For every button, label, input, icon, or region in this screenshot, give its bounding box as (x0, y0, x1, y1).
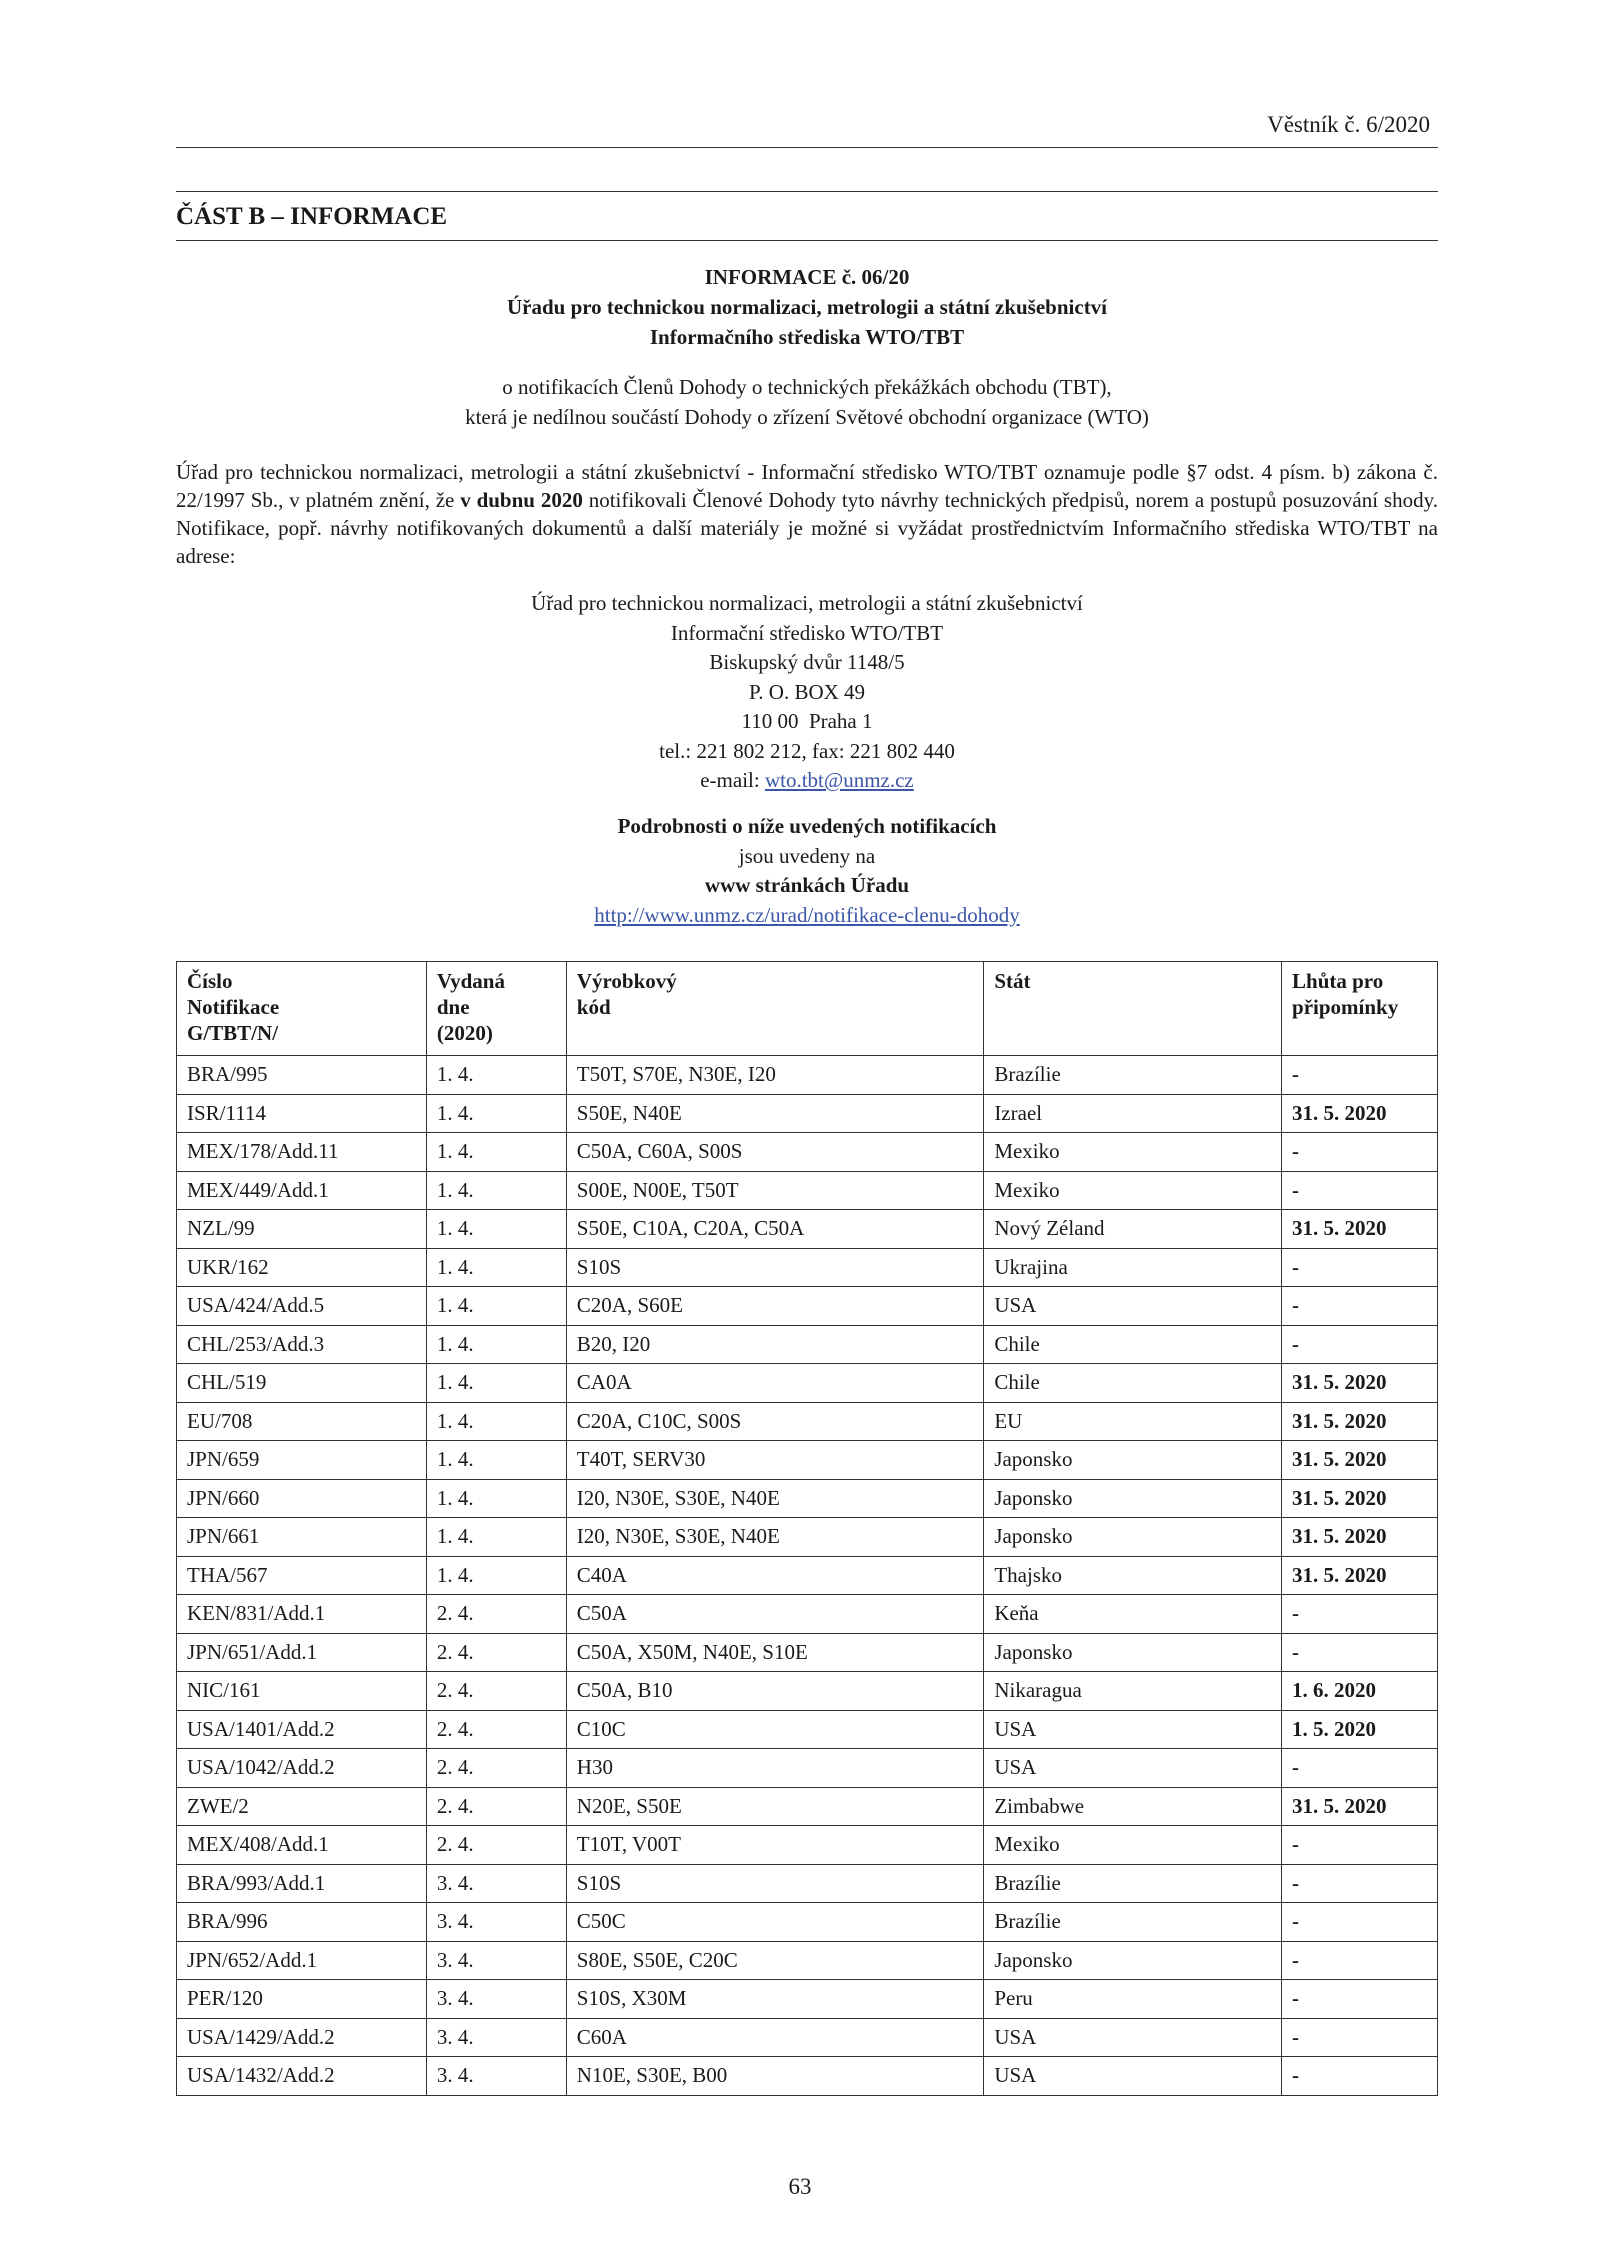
cell-product-code: S50E, C10A, C20A, C50A (566, 1210, 984, 1249)
cell-comment-deadline: - (1282, 1171, 1438, 1210)
table-row (177, 1210, 1438, 1249)
cell-product-code: N20E, S50E (566, 1787, 984, 1826)
column-header-line: dne (436, 995, 470, 1019)
cell-notification-number: BRA/993/Add.1 (177, 1864, 427, 1903)
cell-product-code: T10T, V00T (566, 1826, 984, 1865)
cell-notification-number: EU/708 (177, 1402, 427, 1441)
details-url-line (176, 901, 1438, 931)
cell-notification-number: USA/424/Add.5 (177, 1287, 427, 1326)
cell-product-code: T40T, SERV30 (566, 1441, 984, 1480)
cell-notification-number: MEX/449/Add.1 (177, 1171, 427, 1210)
column-header-product-code (566, 962, 984, 1056)
cell-notification-number: JPN/661 (177, 1518, 427, 1557)
cell-country: Nikaragua (984, 1672, 1282, 1711)
cell-country: USA (984, 2018, 1282, 2057)
cell-comment-deadline: 31. 5. 2020 (1282, 1402, 1438, 1441)
cell-issue-date: 1. 4. (426, 1094, 566, 1133)
cell-country: Japonsko (984, 1941, 1282, 1980)
cell-issue-date: 2. 4. (426, 1749, 566, 1788)
cell-product-code: C20A, C10C, S00S (566, 1402, 984, 1441)
cell-comment-deadline: 31. 5. 2020 (1282, 1094, 1438, 1133)
cell-notification-number: ZWE/2 (177, 1787, 427, 1826)
cell-product-code: T50T, S70E, N30E, I20 (566, 1056, 984, 1095)
info-sub-line2: která je nedílnou součástí Dohody o zřízení Světové obchodní organizace (WTO) (465, 405, 1149, 429)
cell-notification-number: NIC/161 (177, 1672, 427, 1711)
page-number: 63 (788, 2174, 812, 2199)
email-link[interactable]: wto.tbt@unmz.cz (764, 768, 914, 792)
cell-issue-date: 3. 4. (426, 1980, 566, 2019)
info-heading (176, 262, 1438, 352)
cell-comment-deadline: 31. 5. 2020 (1282, 1441, 1438, 1480)
table-row (177, 2057, 1438, 2096)
cell-notification-number: THA/567 (177, 1556, 427, 1595)
table-row (177, 1287, 1438, 1326)
table-row (177, 1133, 1438, 1172)
table-row (177, 1056, 1438, 1095)
info-heading-line1: INFORMACE č. 06/20 (704, 265, 910, 289)
cell-comment-deadline: 31. 5. 2020 (1282, 1364, 1438, 1403)
table-row (177, 1980, 1438, 2019)
cell-notification-number: NZL/99 (177, 1210, 427, 1249)
cell-country: USA (984, 2057, 1282, 2096)
cell-issue-date: 3. 4. (426, 1903, 566, 1942)
cell-comment-deadline: - (1282, 1633, 1438, 1672)
cell-comment-deadline: 1. 5. 2020 (1282, 1710, 1438, 1749)
cell-country: Chile (984, 1364, 1282, 1403)
cell-comment-deadline: 31. 5. 2020 (1282, 1479, 1438, 1518)
info-sub-line1: o notifikacích Členů Dohody o technických překážkách obchodu (TBT), (502, 375, 1112, 399)
cell-product-code: C50A, C60A, S00S (566, 1133, 984, 1172)
table-row (177, 1941, 1438, 1980)
cell-issue-date: 3. 4. (426, 1941, 566, 1980)
table-row (177, 2018, 1438, 2057)
cell-issue-date: 2. 4. (426, 1595, 566, 1634)
column-header-country (984, 962, 1282, 1056)
section-title: ČÁST B – INFORMACE (176, 203, 448, 230)
cell-comment-deadline: - (1282, 1941, 1438, 1980)
info-heading-line3: Informačního střediska WTO/TBT (649, 325, 965, 349)
cell-comment-deadline: - (1282, 1864, 1438, 1903)
table-body (177, 1056, 1438, 2096)
table-row (177, 1826, 1438, 1865)
cell-notification-number: USA/1401/Add.2 (177, 1710, 427, 1749)
table-row (177, 1672, 1438, 1711)
notifications-url-link[interactable]: http://www.unmz.cz/urad/notifikace-clenu-dohody (594, 902, 1020, 927)
cell-product-code: S10S (566, 1864, 984, 1903)
address-line3: Biskupský dvůr 1148/5 (709, 650, 905, 674)
cell-product-code: H30 (566, 1749, 984, 1788)
cell-issue-date: 1. 4. (426, 1556, 566, 1595)
details-block (176, 812, 1438, 930)
cell-country: Japonsko (984, 1518, 1282, 1557)
cell-notification-number: KEN/831/Add.1 (177, 1595, 427, 1634)
intro-bold-date: v dubnu 2020 (460, 488, 583, 512)
table-row (177, 1903, 1438, 1942)
cell-country: Peru (984, 1980, 1282, 2019)
cell-country: Chile (984, 1325, 1282, 1364)
intro-text-part2: notifikovali Členové Dohody tyto návrhy technických předpisů, norem a postupů posuzování shody. Notifikace, popř. návrhy notifikovaných dokumentů a další materiály je možné si vyžádat prostřednictvím Informačního střediska WTO/TBT na adrese: (176, 488, 1438, 568)
cell-comment-deadline: 31. 5. 2020 (1282, 1787, 1438, 1826)
cell-issue-date: 2. 4. (426, 1787, 566, 1826)
cell-issue-date: 2. 4. (426, 1672, 566, 1711)
info-subheading (176, 372, 1438, 432)
cell-comment-deadline: - (1282, 1826, 1438, 1865)
cell-comment-deadline: 31. 5. 2020 (1282, 1556, 1438, 1595)
cell-country: Thajsko (984, 1556, 1282, 1595)
cell-product-code: C50A (566, 1595, 984, 1634)
details-line1: Podrobnosti o níže uvedených notifikacích (617, 814, 997, 838)
section-top-rule (176, 191, 1438, 192)
cell-issue-date: 2. 4. (426, 1633, 566, 1672)
cell-notification-number: UKR/162 (177, 1248, 427, 1287)
column-header-line: Vydaná (436, 969, 505, 993)
cell-product-code: C50A, B10 (566, 1672, 984, 1711)
cell-comment-deadline: 31. 5. 2020 (1282, 1518, 1438, 1557)
cell-country: Ukrajina (984, 1248, 1282, 1287)
address-line1: Úřad pro technickou normalizaci, metrologii a státní zkušebnictví (531, 591, 1083, 615)
table-header-row (177, 962, 1438, 1056)
cell-issue-date: 3. 4. (426, 2057, 566, 2096)
cell-country: Brazílie (984, 1903, 1282, 1942)
cell-country: Brazílie (984, 1864, 1282, 1903)
cell-product-code: C50C (566, 1903, 984, 1942)
cell-issue-date: 1. 4. (426, 1441, 566, 1480)
cell-issue-date: 1. 4. (426, 1133, 566, 1172)
table-row (177, 1171, 1438, 1210)
cell-issue-date: 1. 4. (426, 1402, 566, 1441)
journal-header-title: Věstník č. 6/2020 (1267, 112, 1430, 137)
intro-text-part1: Úřad pro technickou normalizaci, metrologii a státní zkušebnictví - Informační středisko WTO/TBT oznamuje podle §7 odst. 4 písm. b) zákona č. 22/1997 Sb., v platném znění, že (176, 460, 1438, 512)
table-row (177, 1364, 1438, 1403)
cell-notification-number: CHL/253/Add.3 (177, 1325, 427, 1364)
info-heading-line2: Úřadu pro technickou normalizaci, metrologii a státní zkušebnictví (506, 295, 1108, 319)
cell-comment-deadline: 31. 5. 2020 (1282, 1210, 1438, 1249)
cell-country: Nový Zéland (984, 1210, 1282, 1249)
cell-product-code: B20, I20 (566, 1325, 984, 1364)
cell-product-code: C20A, S60E (566, 1287, 984, 1326)
cell-notification-number: ISR/1114 (177, 1094, 427, 1133)
column-header-line: Číslo (187, 969, 233, 993)
address-line2: Informační středisko WTO/TBT (670, 620, 944, 645)
cell-comment-deadline: - (1282, 1287, 1438, 1326)
table-row (177, 1402, 1438, 1441)
address-line4: P. O. BOX 49 (748, 679, 866, 704)
cell-product-code: S10S (566, 1248, 984, 1287)
table-row (177, 1518, 1438, 1557)
table-row (177, 1441, 1438, 1480)
column-header-line: G/TBT/N/ (187, 1021, 279, 1045)
cell-issue-date: 1. 4. (426, 1287, 566, 1326)
address-block (176, 589, 1438, 796)
cell-notification-number: USA/1042/Add.2 (177, 1749, 427, 1788)
cell-product-code: C50A, X50M, N40E, S10E (566, 1633, 984, 1672)
cell-notification-number: JPN/659 (177, 1441, 427, 1480)
cell-notification-number: MEX/408/Add.1 (177, 1826, 427, 1865)
table-row (177, 1094, 1438, 1133)
cell-country: Mexiko (984, 1826, 1282, 1865)
address-line6: tel.: 221 802 212, fax: 221 802 440 (659, 738, 955, 763)
cell-notification-number: PER/120 (177, 1980, 427, 2019)
cell-country: EU (984, 1402, 1282, 1441)
cell-product-code: C60A (566, 2018, 984, 2057)
cell-comment-deadline: 1. 6. 2020 (1282, 1672, 1438, 1711)
table-row (177, 1864, 1438, 1903)
cell-country: Izrael (984, 1094, 1282, 1133)
cell-notification-number: JPN/660 (177, 1479, 427, 1518)
table-row (177, 1248, 1438, 1287)
cell-country: Mexiko (984, 1171, 1282, 1210)
cell-notification-number: JPN/652/Add.1 (177, 1941, 427, 1980)
cell-comment-deadline: - (1282, 1248, 1438, 1287)
table-row (177, 1325, 1438, 1364)
details-line3: www stránkách Úřadu (704, 873, 910, 897)
cell-country: Brazílie (984, 1056, 1282, 1095)
cell-issue-date: 1. 4. (426, 1171, 566, 1210)
cell-notification-number: JPN/651/Add.1 (177, 1633, 427, 1672)
cell-issue-date: 1. 4. (426, 1056, 566, 1095)
column-header-line: Lhůta pro (1292, 969, 1384, 993)
cell-product-code: I20, N30E, S30E, N40E (566, 1479, 984, 1518)
cell-country: Keňa (984, 1595, 1282, 1634)
cell-notification-number: USA/1432/Add.2 (177, 2057, 427, 2096)
table-row (177, 1633, 1438, 1672)
cell-notification-number: MEX/178/Add.11 (177, 1133, 427, 1172)
cell-product-code: N10E, S30E, B00 (566, 2057, 984, 2096)
cell-country: USA (984, 1287, 1282, 1326)
cell-comment-deadline: - (1282, 2057, 1438, 2096)
column-header-issue-date (426, 962, 566, 1056)
cell-notification-number: BRA/995 (177, 1056, 427, 1095)
cell-product-code: C40A (566, 1556, 984, 1595)
email-label: e-mail: (700, 768, 765, 792)
table-row (177, 1595, 1438, 1634)
cell-issue-date: 1. 4. (426, 1248, 566, 1287)
cell-country: Japonsko (984, 1633, 1282, 1672)
header-rule (176, 147, 1438, 148)
cell-comment-deadline: - (1282, 1903, 1438, 1942)
cell-issue-date: 2. 4. (426, 1710, 566, 1749)
cell-product-code: S50E, N40E (566, 1094, 984, 1133)
cell-issue-date: 3. 4. (426, 1864, 566, 1903)
cell-country: Japonsko (984, 1441, 1282, 1480)
cell-issue-date: 1. 4. (426, 1364, 566, 1403)
cell-comment-deadline: - (1282, 1595, 1438, 1634)
cell-country: USA (984, 1749, 1282, 1788)
cell-notification-number: USA/1429/Add.2 (177, 2018, 427, 2057)
address-email-line (176, 766, 1438, 796)
notifications-table (176, 961, 1438, 2096)
details-line2: jsou uvedeny na (738, 843, 876, 868)
column-header-line: Notifikace (187, 995, 280, 1019)
cell-comment-deadline: - (1282, 1133, 1438, 1172)
table-row (177, 1479, 1438, 1518)
cell-notification-number: BRA/996 (177, 1903, 427, 1942)
cell-product-code: CA0A (566, 1364, 984, 1403)
cell-product-code: S00E, N00E, T50T (566, 1171, 984, 1210)
table-row (177, 1787, 1438, 1826)
column-header-line: připomínky (1292, 995, 1399, 1019)
cell-country: Japonsko (984, 1479, 1282, 1518)
cell-issue-date: 1. 4. (426, 1210, 566, 1249)
cell-comment-deadline: - (1282, 1056, 1438, 1095)
cell-comment-deadline: - (1282, 1749, 1438, 1788)
cell-product-code: S80E, S50E, C20C (566, 1941, 984, 1980)
cell-product-code: I20, N30E, S30E, N40E (566, 1518, 984, 1557)
column-header-notification-number (177, 962, 427, 1056)
cell-product-code: S10S, X30M (566, 1980, 984, 2019)
cell-issue-date: 1. 4. (426, 1325, 566, 1364)
cell-product-code: C10C (566, 1710, 984, 1749)
section-bottom-rule (176, 240, 1438, 241)
column-header-line: Výrobkový (576, 969, 677, 993)
column-header-line: kód (576, 995, 611, 1019)
cell-country: Mexiko (984, 1133, 1282, 1172)
column-header-comment-deadline (1282, 962, 1438, 1056)
table-row (177, 1749, 1438, 1788)
table-row (177, 1556, 1438, 1595)
cell-issue-date: 3. 4. (426, 2018, 566, 2057)
cell-notification-number: CHL/519 (177, 1364, 427, 1403)
cell-country: Zimbabwe (984, 1787, 1282, 1826)
cell-issue-date: 2. 4. (426, 1826, 566, 1865)
cell-issue-date: 1. 4. (426, 1479, 566, 1518)
address-line5: 110 00 Praha 1 (741, 709, 873, 733)
column-header-line: (2020) (436, 1021, 493, 1045)
table-row (177, 1710, 1438, 1749)
intro-paragraph (176, 458, 1438, 570)
cell-comment-deadline: - (1282, 2018, 1438, 2057)
cell-comment-deadline: - (1282, 1325, 1438, 1364)
column-header-line: Stát (994, 969, 1031, 993)
cell-comment-deadline: - (1282, 1980, 1438, 2019)
cell-country: USA (984, 1710, 1282, 1749)
cell-issue-date: 1. 4. (426, 1518, 566, 1557)
